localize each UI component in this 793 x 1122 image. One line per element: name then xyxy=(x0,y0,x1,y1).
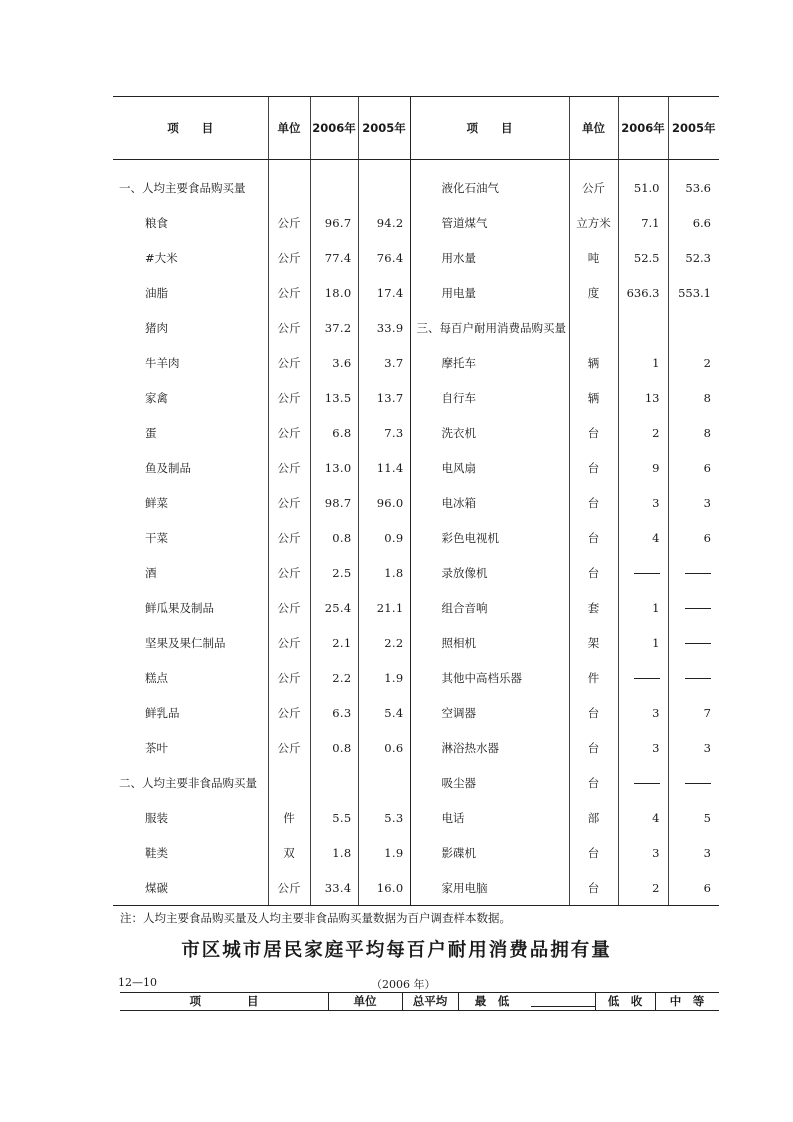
unit-cell xyxy=(268,160,310,206)
item-name: 影碟机 xyxy=(410,836,569,871)
value-2006: 3 xyxy=(618,731,668,766)
item-name: 其他中高档乐器 xyxy=(410,661,569,696)
table-row xyxy=(113,661,719,696)
no-data-dash xyxy=(685,643,711,645)
unit-cell: 公斤 xyxy=(268,451,310,486)
item-name: 淋浴热水器 xyxy=(410,731,569,766)
value-2005: 53.6 xyxy=(668,160,719,206)
unit-cell: 台 xyxy=(569,766,618,801)
item-name: 空调器 xyxy=(410,696,569,731)
unit-cell: 公斤 xyxy=(268,381,310,416)
value-2006: 1 xyxy=(618,626,668,661)
no-data-dash xyxy=(685,608,711,610)
item-name: 彩色电视机 xyxy=(410,521,569,556)
unit-cell: 公斤 xyxy=(268,346,310,381)
value-2005: 3 xyxy=(668,836,719,871)
item-name: 酒 xyxy=(145,566,157,580)
value-2005: 33.9 xyxy=(358,311,410,346)
item-name: 录放像机 xyxy=(410,556,569,591)
value-2006: 37.2 xyxy=(310,311,358,346)
section-title: 市区城市居民家庭平均每百户耐用消费品拥有量 xyxy=(181,940,612,961)
value-2006: 4 xyxy=(618,521,668,556)
value-2006 xyxy=(310,160,358,206)
item-name: 鲜菜 xyxy=(145,496,168,510)
value-2006: 4 xyxy=(618,801,668,836)
value-2006: 2 xyxy=(618,416,668,451)
value-2005: 2 xyxy=(668,346,719,381)
value-2005: 3.7 xyxy=(358,346,410,381)
item-name: 鞋类 xyxy=(145,846,168,860)
unit-cell: 辆 xyxy=(569,381,618,416)
item-name: 服装 xyxy=(145,811,168,825)
item-name: 液化石油气 xyxy=(410,160,569,206)
table-row xyxy=(113,871,719,906)
table-row xyxy=(113,381,719,416)
header2-low-income: 低 收 xyxy=(607,994,643,1008)
unit-cell: 公斤 xyxy=(268,416,310,451)
header2-item: 项 目 xyxy=(189,994,259,1008)
no-data-dash xyxy=(685,573,711,575)
value-2006: 9 xyxy=(618,451,668,486)
value-2005: 94.2 xyxy=(358,206,410,241)
table-row xyxy=(113,591,719,626)
unit-cell: 部 xyxy=(569,801,618,836)
unit-cell: 公斤 xyxy=(268,591,310,626)
header-2006-left: 2006年 xyxy=(310,97,358,160)
unit-cell: 台 xyxy=(569,556,618,591)
header-2006-right: 2006年 xyxy=(618,97,668,160)
no-data-dash xyxy=(634,678,660,680)
item-name: 电话 xyxy=(410,801,569,836)
value-2005: 2.2 xyxy=(358,626,410,661)
unit-cell: 台 xyxy=(569,696,618,731)
unit-cell: 台 xyxy=(569,451,618,486)
item-name: 用水量 xyxy=(410,241,569,276)
item-name: 照相机 xyxy=(410,626,569,661)
table-row xyxy=(113,311,719,346)
item-name: 鲜瓜果及制品 xyxy=(145,601,214,615)
value-2005: 21.1 xyxy=(358,591,410,626)
table-row xyxy=(113,486,719,521)
value-2006: 25.4 xyxy=(310,591,358,626)
table-row xyxy=(113,160,719,206)
value-2006: 2.2 xyxy=(310,661,358,696)
item-name: 坚果及果仁制品 xyxy=(145,636,226,650)
table-row xyxy=(113,696,719,731)
table-row xyxy=(113,766,719,801)
value-2006 xyxy=(618,556,668,591)
header2-average: 总平均 xyxy=(412,994,448,1008)
item-name: 家用电脑 xyxy=(410,871,569,906)
value-2005: 0.6 xyxy=(358,731,410,766)
value-2005 xyxy=(668,661,719,696)
item-name: 油脂 xyxy=(145,286,168,300)
value-2006: 52.5 xyxy=(618,241,668,276)
value-2005: 6.6 xyxy=(668,206,719,241)
value-2005: 3 xyxy=(668,731,719,766)
table-row xyxy=(113,346,719,381)
header2-middle: 中 等 xyxy=(669,994,705,1008)
item-name: 电冰箱 xyxy=(410,486,569,521)
value-2006: 77.4 xyxy=(310,241,358,276)
no-data-dash xyxy=(634,573,660,575)
value-2005 xyxy=(668,766,719,801)
value-2005: 5.3 xyxy=(358,801,410,836)
unit-cell: 公斤 xyxy=(268,486,310,521)
value-2005 xyxy=(668,591,719,626)
value-2006: 3 xyxy=(618,696,668,731)
unit-cell: 辆 xyxy=(569,346,618,381)
table-row xyxy=(113,626,719,661)
value-2005: 1.9 xyxy=(358,661,410,696)
value-2005: 8 xyxy=(668,416,719,451)
value-2006: 3 xyxy=(618,486,668,521)
item-name: #大米 xyxy=(145,251,178,265)
value-2006: 1.8 xyxy=(310,836,358,871)
value-2006: 0.8 xyxy=(310,731,358,766)
value-2005: 6 xyxy=(668,451,719,486)
value-2005: 16.0 xyxy=(358,871,410,906)
unit-cell: 公斤 xyxy=(268,276,310,311)
unit-cell: 公斤 xyxy=(268,626,310,661)
value-2006 xyxy=(618,661,668,696)
item-name: 猪肉 xyxy=(145,321,168,335)
consumption-table xyxy=(113,96,719,906)
item-name: 家禽 xyxy=(145,391,168,405)
unit-cell xyxy=(268,766,310,801)
header-2005-left: 2005年 xyxy=(358,97,410,160)
table-row xyxy=(113,451,719,486)
value-2005: 52.3 xyxy=(668,241,719,276)
item-name: 蛋 xyxy=(145,426,157,440)
value-2006: 6.3 xyxy=(310,696,358,731)
table-row xyxy=(113,416,719,451)
value-2005: 3 xyxy=(668,486,719,521)
table-row xyxy=(113,731,719,766)
item-name: 干菜 xyxy=(145,531,168,545)
item-name: 吸尘器 xyxy=(410,766,569,801)
unit-cell: 立方米 xyxy=(569,206,618,241)
unit-cell: 公斤 xyxy=(268,556,310,591)
header-item-right: 项 目 xyxy=(410,97,569,160)
header-unit-right: 单位 xyxy=(569,97,618,160)
item-name: 煤碳 xyxy=(113,871,268,906)
header-item-left: 项 目 xyxy=(113,97,268,160)
category-label: 三、每百户耐用消费品购买量 xyxy=(410,311,569,346)
unit-cell: 公斤 xyxy=(569,160,618,206)
value-2006: 7.1 xyxy=(618,206,668,241)
unit-cell: 台 xyxy=(569,731,618,766)
year-label: （2006 年） xyxy=(371,978,436,991)
value-2006: 1 xyxy=(618,346,668,381)
value-2005 xyxy=(668,556,719,591)
value-2006 xyxy=(618,311,668,346)
header2-lowest: 最 低 xyxy=(474,994,510,1008)
item-name: 用电量 xyxy=(410,276,569,311)
table-row xyxy=(113,556,719,591)
unit-cell: 件 xyxy=(268,801,310,836)
value-2005: 5.4 xyxy=(358,696,410,731)
table-number: 12—10 xyxy=(118,976,157,989)
value-2006: 3 xyxy=(618,836,668,871)
item-name: 鲜乳品 xyxy=(145,706,180,720)
category-label: 一、人均主要食品购买量 xyxy=(119,181,246,196)
table-row xyxy=(113,836,719,871)
value-2005: 7.3 xyxy=(358,416,410,451)
table-row xyxy=(113,241,719,276)
unit-cell: 件 xyxy=(569,661,618,696)
unit-cell: 套 xyxy=(569,591,618,626)
value-2006: 98.7 xyxy=(310,486,358,521)
value-2006: 96.7 xyxy=(310,206,358,241)
value-2005: 6 xyxy=(668,521,719,556)
value-2005 xyxy=(358,766,410,801)
table-footnote: 注：人均主要食品购买量及人均主要非食品购买量数据为百户调查样本数据。 xyxy=(120,911,511,925)
table-row xyxy=(113,521,719,556)
value-2005: 1.8 xyxy=(358,556,410,591)
unit-cell: 吨 xyxy=(569,241,618,276)
table-row xyxy=(113,276,719,311)
value-2005: 11.4 xyxy=(358,451,410,486)
value-2005: 553.1 xyxy=(668,276,719,311)
unit-cell: 台 xyxy=(569,836,618,871)
no-data-dash xyxy=(685,678,711,680)
item-name: 电风扇 xyxy=(410,451,569,486)
unit-cell: 公斤 xyxy=(268,206,310,241)
unit-cell: 双 xyxy=(268,836,310,871)
item-name: 自行车 xyxy=(410,381,569,416)
unit-cell: 度 xyxy=(569,276,618,311)
value-2005: 1.9 xyxy=(358,836,410,871)
item-name: 牛羊肉 xyxy=(145,356,180,370)
unit-cell: 台 xyxy=(569,486,618,521)
table-row xyxy=(113,206,719,241)
unit-cell: 台 xyxy=(569,416,618,451)
unit-cell: 台 xyxy=(569,871,618,906)
unit-cell: 台 xyxy=(569,521,618,556)
value-2006: 2.5 xyxy=(310,556,358,591)
item-name: 组合音响 xyxy=(410,591,569,626)
value-2005: 6 xyxy=(668,871,719,906)
value-2006: 18.0 xyxy=(310,276,358,311)
value-2006: 636.3 xyxy=(618,276,668,311)
no-data-dash xyxy=(634,783,660,785)
value-2005: 13.7 xyxy=(358,381,410,416)
header-unit-left: 单位 xyxy=(268,97,310,160)
value-2006: 5.5 xyxy=(310,801,358,836)
unit-cell: 公斤 xyxy=(268,731,310,766)
value-2005: 8 xyxy=(668,381,719,416)
table-row xyxy=(113,801,719,836)
value-2005 xyxy=(668,311,719,346)
unit-cell: 公斤 xyxy=(268,311,310,346)
value-2005 xyxy=(358,160,410,206)
header2-underline xyxy=(531,1006,595,1007)
value-2006: 2.1 xyxy=(310,626,358,661)
value-2006: 13.0 xyxy=(310,451,358,486)
table-header-row xyxy=(113,97,719,160)
value-2005: 7 xyxy=(668,696,719,731)
item-name: 鱼及制品 xyxy=(145,461,191,475)
item-name: 茶叶 xyxy=(145,741,168,755)
unit-cell: 架 xyxy=(569,626,618,661)
value-2006: 0.8 xyxy=(310,521,358,556)
value-2005: 5 xyxy=(668,801,719,836)
value-2005: 76.4 xyxy=(358,241,410,276)
value-2005: 17.4 xyxy=(358,276,410,311)
item-name: 糕点 xyxy=(145,671,168,685)
no-data-dash xyxy=(685,783,711,785)
value-2005: 96.0 xyxy=(358,486,410,521)
value-2006: 3.6 xyxy=(310,346,358,381)
unit-cell: 公斤 xyxy=(268,241,310,276)
value-2006 xyxy=(310,766,358,801)
item-name: 粮食 xyxy=(145,216,168,230)
value-2006: 13.5 xyxy=(310,381,358,416)
unit-cell xyxy=(569,311,618,346)
unit-cell: 公斤 xyxy=(268,871,310,906)
unit-cell: 公斤 xyxy=(268,696,310,731)
item-name: 洗衣机 xyxy=(410,416,569,451)
value-2006: 13 xyxy=(618,381,668,416)
unit-cell: 公斤 xyxy=(268,661,310,696)
header-2005-right: 2005年 xyxy=(668,97,719,160)
value-2006: 1 xyxy=(618,591,668,626)
value-2006: 33.4 xyxy=(310,871,358,906)
value-2005 xyxy=(668,626,719,661)
item-name: 摩托车 xyxy=(410,346,569,381)
value-2005: 0.9 xyxy=(358,521,410,556)
unit-cell: 公斤 xyxy=(268,521,310,556)
value-2006: 6.8 xyxy=(310,416,358,451)
item-name: 管道煤气 xyxy=(410,206,569,241)
header2-unit: 单位 xyxy=(353,994,377,1008)
value-2006: 2 xyxy=(618,871,668,906)
value-2006 xyxy=(618,766,668,801)
second-table-header xyxy=(120,992,719,1011)
category-label: 二、人均主要非食品购买量 xyxy=(119,776,257,790)
value-2006: 51.0 xyxy=(618,160,668,206)
